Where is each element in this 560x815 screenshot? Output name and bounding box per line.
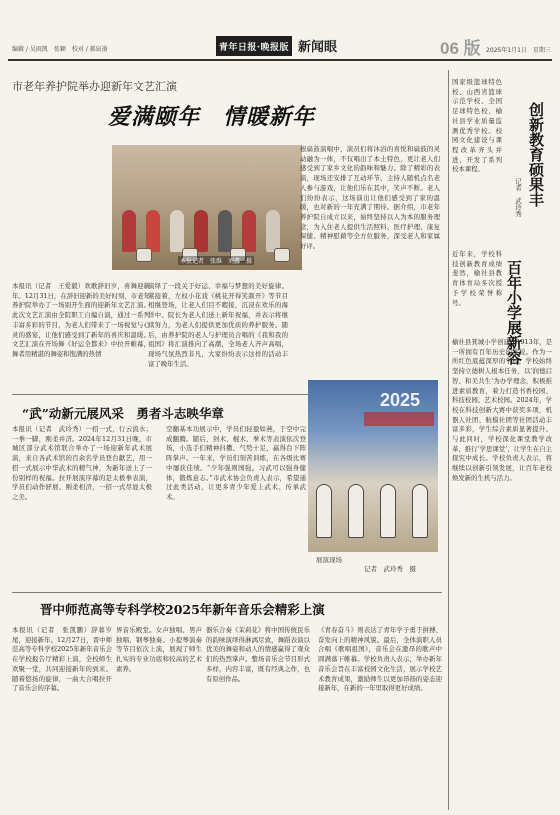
section-title: 新闻眼 xyxy=(298,40,338,55)
performer-figure xyxy=(218,210,232,252)
performer-figure xyxy=(412,484,428,538)
performer-figure xyxy=(146,210,160,252)
performer-figure xyxy=(194,210,208,252)
drum xyxy=(274,248,290,262)
article2-column-1: 本报讯（记者 武玲秀）一招一式，行云流水；一拳一脚，刚柔并济。2024年12月31日晚，市城区部分武术馆联合举办了一场迎新年武术展演，来自各武术馆的百余名学员登台献艺，用一招一式展示中华武术的精气神，为新年送上了一份别样的祝福。拉开展演序幕的是太极拳表演，学员们动作舒展、刚柔相济，一招一式尽显太极之美。 xyxy=(12,425,152,501)
article1-column-2: 演绎了一段关于好运、幸福与梦想的美好旋律。紧接着，左权小花戏《桃花开得笑颜开》等节目相继登场，让老人们目不暇接，沉浸在欢乐的海洋中。院长为老人们送上新年祝福，并表示将继续努力，为老人们提供更加优质的养护服务。随后，由养护院的老人与护理员合唱的《我和我的祖国》将汇演推向了高潮，全场老人齐声高唱，现场气氛热烈非凡，大家纷纷表示这样的活动丰富了晚年生活。 xyxy=(148,282,288,368)
side-story-column-3: 榆社县箕城小学创建于1913年，是一所拥有百年历史的学校。作为一所红色底蕴深厚的学校，学校始终坚持立德树人根本任务，以‘润德启智、和美共生’为办学理念，积极推进素质教育，着力打造书香校园、科技校园、艺术校园。2024年，学校在科技创新大赛中获奖多项，机器人社团、航模社团等社团活动丰富多彩，学生综合素质显著提升。与此同时，学校深化课堂教学改革，推行‘学思课堂’，让学生在自主探究中成长。学校负责人表示，将继续以创新引领发展，让百年老校焕发新的生机与活力。 xyxy=(452,338,552,482)
page-number: 06 版 xyxy=(440,39,481,58)
column-divider xyxy=(448,70,449,810)
performer-figure xyxy=(242,210,256,252)
side-story-byline: 记者 武玲秀 xyxy=(514,178,522,217)
photo-year-text: 2025 xyxy=(380,390,421,410)
side-story-column-2: 近年来，学校科技创新教育成绩斐然，榆社县教育体育局多次授予学校荣誉称号。 xyxy=(452,250,502,307)
article-divider xyxy=(12,592,442,593)
side-story-column-1: 国家级篮球特色校、山西省篮球示范学校、全国足球特色校，榆社县学业质量监测优秀学校。校园文化建设与课程改革齐头并进，开发了系列校本课程。 xyxy=(452,78,502,174)
editor-credits: 编辑 / 吴雨凯 张颖 校对 / 郝宸嵛 xyxy=(12,46,108,53)
article3-column-3: 器乐合奏《茉莉花》将中国传统民乐的韵味演绎得淋漓尽致，舞蹈表演以优美的舞姿和动人的情感赢得了观众们的热烈掌声。整场音乐会节目形式多样，内容丰富，既有经典之作，也有原创作品。 xyxy=(206,626,310,683)
article2-headline: “武”动新元展风采 勇者斗志映华章 xyxy=(22,406,224,421)
article3-headline: 晋中师范高等专科学校2025年新年音乐会精彩上演 xyxy=(40,602,325,617)
masthead-logo: 青年日报·晚报版 xyxy=(216,36,292,56)
article2-photo xyxy=(308,380,438,552)
article2-photo-caption: 展演现场 xyxy=(316,556,342,564)
article2-column-2: 空翻基本功展示中，学员们轻盈如燕，于空中完成翻腾。随后，剑术、棍术、拳术等表演依次登场，小选手们精神抖擞、气势十足，赢得台下阵阵掌声。一年来，学员们刻苦训练，在各级比赛中屡获佳绩。“少年强则国强。习武可以强身健体，锻炼意志。”市武术协会负责人表示，希望通过此类活动，让更多青少年爱上武术、传承武术。 xyxy=(166,425,306,501)
article3-column-4: 《青春奋斗》则表达了青年学子勇于拼搏、奋发向上的精神风貌。最后，全体演职人员合唱《歌唱祖国》，音乐会在激昂的歌声中圆满落下帷幕。学校负责人表示，举办新年音乐会旨在丰富校园文化生活，展示学校艺术教育成果，激励师生以更加昂扬的姿态迎接新年，在新的一年里取得更好成绩。 xyxy=(318,626,442,693)
article1-kicker: 市老年养护院举办迎新年文艺汇演 xyxy=(12,80,177,93)
performer-figure xyxy=(122,210,136,252)
article1-headline: 爱满颐年 情暖新年 xyxy=(108,104,316,130)
performer-figure xyxy=(380,484,396,538)
side-story-headline: 创新教育硕果丰 xyxy=(527,102,545,207)
article1-column-1: 本报讯（记者 王爱毅）欢歌辞旧岁，喜舞迎新年。12月31日，在辞旧迎新的美好时刻，市老年养护院举办了一场别开生面的迎新年文艺汇演。此次文艺汇演由全院职工自编自演，通过一系列丰富多彩的节目，为老人们带来了一场视觉与心灵的盛宴，让他们感受到了新年的喜庆和温暖。文艺汇演在开场舞《好运全都来》中拉开帷幕，舞者用精湛的舞姿和饱满的热情 xyxy=(12,282,150,358)
article1-photo xyxy=(112,145,302,270)
performer-figure xyxy=(266,210,280,252)
article3-column-2: 界音乐殿堂。女声独唱、男声独唱、钢琴独奏、小提琴演奏等节目依次上演，展现了师生扎实的专业功底和较高的艺术素养。 xyxy=(116,626,202,673)
side-story-headline-2: 百年小学展新容 xyxy=(505,260,523,365)
issue-date: 2025年1月1日 星期三 xyxy=(486,47,551,54)
photo-banner xyxy=(364,412,434,426)
article1-photo-caption: 本报记者 张维 刘鑫 摄 xyxy=(180,258,253,265)
page-header xyxy=(8,34,552,62)
article2-photo-credit: 记者 武玲秀 摄 xyxy=(364,565,416,573)
article3-column-1: 本报讯（记者 张凯鹏）辞暮岁尾，迎接新年。12月27日，晋中师范高等专科学校2025年新年音乐会在学校报告厅精彩上演，全校师生欢聚一堂，共同迎接新年的到来。随着悠扬的旋律，一曲大合唱拉开了音乐会的序幕。 xyxy=(12,626,112,693)
header-rule xyxy=(8,59,552,61)
article1-column-3: 根扁鼓演唱中，演员们将沐浴的喜悦和扁鼓的灵动融为一体，不仅唱出了本土特色，更让老人们感受到了家乡文化的韵味和魅力。除了精彩的表演，现场还安排了互动环节，主持人随机点名老人参与游戏，让他们乐在其中，笑声不断。老人们纷纷表示，这场演出让他们感受到了家的温暖，也对新的一年充满了期待。据介绍，市老年养护院自成立以来，始终坚持以人为本的服务理念，为入住老人提供生活照料、医疗护理、康复保健、精神慰藉等全方位服务，深受老人和家属好评。 xyxy=(300,145,440,251)
drum xyxy=(136,248,152,262)
performer-figure xyxy=(170,210,184,252)
performer-figure xyxy=(316,484,332,538)
article-divider xyxy=(12,394,308,395)
performer-figure xyxy=(348,484,364,538)
